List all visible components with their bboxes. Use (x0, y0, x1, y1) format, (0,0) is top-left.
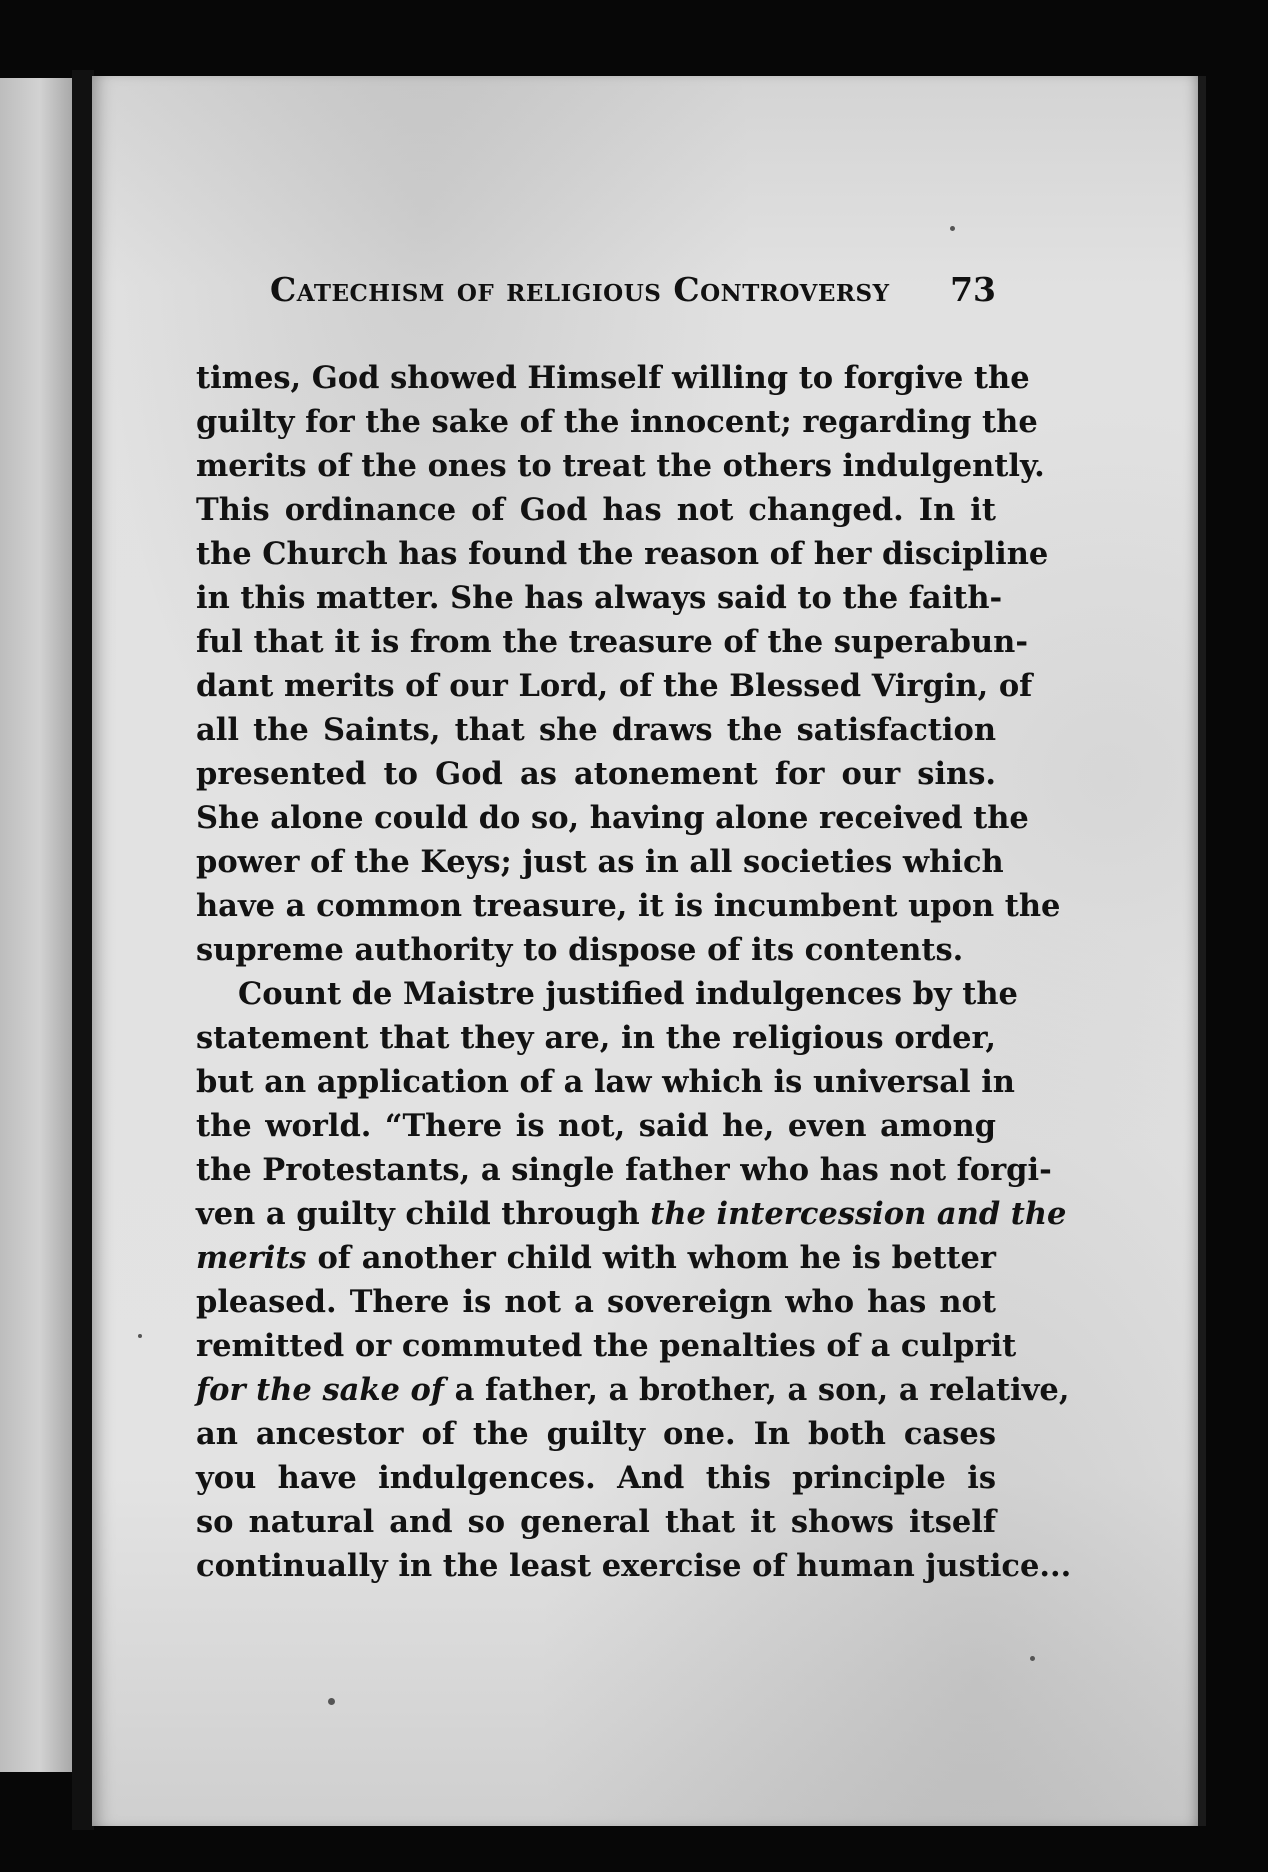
text-line: the Protestants, a single father who has not forgi- (196, 1152, 1052, 1188)
italic-text: merits (196, 1240, 307, 1276)
previous-page-edge (0, 78, 72, 1772)
text-line: so natural and so general that it shows itself (196, 1504, 996, 1540)
text-line: have a common treasure, it is incumbent upon the (196, 888, 1061, 924)
paper-speck (138, 1334, 142, 1338)
text-line: power of the Keys; just as in all societies which (196, 844, 1004, 880)
paper-speck (328, 1698, 335, 1705)
text-line: guilty for the sake of the innocent; regarding the (196, 404, 1038, 440)
text-line: times, God showed Himself willing to forgive the (196, 360, 1030, 396)
text-line: pleased. There is not a sovereign who has not (196, 1284, 996, 1320)
text-line: ful that it is from the treasure of the superabun- (196, 624, 1028, 660)
text-line: you have indulgences. And this principle is (196, 1460, 996, 1496)
text-line (196, 1368, 1070, 1412)
italic-text: the intercession and the (650, 1196, 1067, 1232)
text-line: Count de Maistre justified indulgences by the (238, 976, 1018, 1012)
running-head: Catechism of religious Controversy (270, 270, 890, 309)
text-line: continually in the least exercise of human justice... (196, 1548, 1072, 1584)
text-line: supreme authority to dispose of its contents. (196, 932, 964, 968)
text-line: presented to God as atonement for our sins. (196, 756, 996, 792)
text-run: a father, a brother, a son, a relative, (444, 1372, 1070, 1408)
text-line: the Church has found the reason of her discipline (196, 536, 1049, 572)
text-line: merits of the ones to treat the others indulgently. (196, 448, 1045, 484)
italic-text: for the sake of (196, 1372, 444, 1408)
body-text (196, 356, 1072, 1588)
page-header (270, 270, 996, 320)
text-line: remitted or commuted the penalties of a culprit (196, 1328, 1017, 1364)
text-line (196, 1236, 996, 1280)
paragraph-2 (196, 972, 1072, 1588)
text-line: in this matter. She has always said to the faith- (196, 580, 1003, 616)
text-line: the world. “There is not, said he, even among (196, 1108, 996, 1144)
paper-speck (950, 226, 955, 231)
book-gutter (72, 70, 94, 1830)
text-line: dant merits of our Lord, of the Blessed Virgin, of (196, 668, 1033, 704)
page-right-edge (1198, 76, 1206, 1826)
paragraph-1 (196, 356, 1061, 972)
text-run: ven a guilty child through (196, 1196, 651, 1232)
text-line (196, 1192, 1067, 1236)
paper-speck (1030, 1656, 1035, 1661)
text-line: all the Saints, that she draws the satisfaction (196, 712, 996, 748)
text-line: She alone could do so, having alone received the (196, 800, 1029, 836)
text-line: an ancestor of the guilty one. In both cases (196, 1416, 996, 1452)
text-run: of another child with whom he is better (306, 1240, 996, 1276)
text-line: but an application of a law which is universal in (196, 1064, 1015, 1100)
text-line: This ordinance of God has not changed. In it (196, 492, 996, 528)
text-line: statement that they are, in the religious order, (196, 1020, 996, 1056)
page-number: 73 (950, 270, 996, 309)
